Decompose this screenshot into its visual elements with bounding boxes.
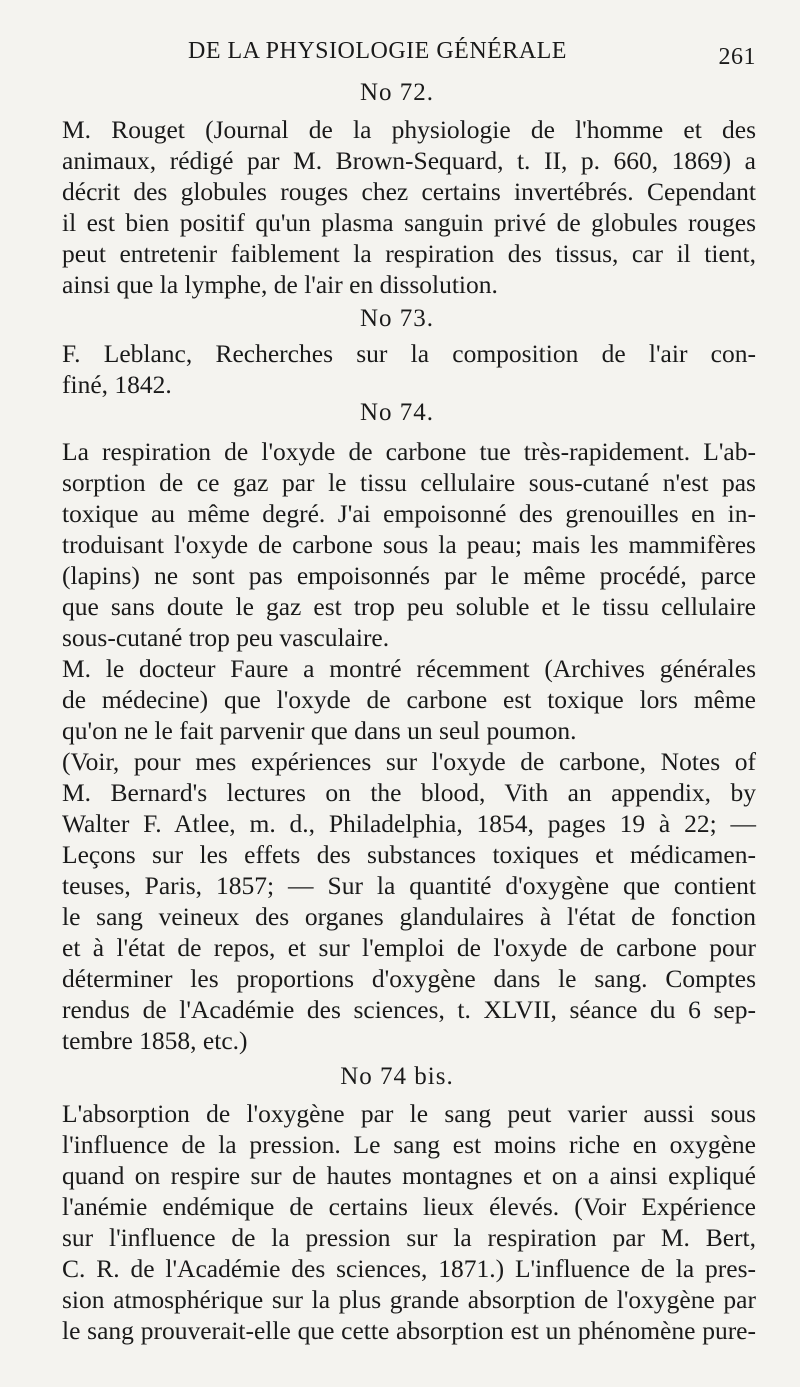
text-line: l'anémie endémique de certains lieux élevés. (Voir Expérience bbox=[62, 1192, 756, 1221]
text-line: il est bien positif qu'un plasma sanguin privé de globules rouges bbox=[62, 208, 756, 237]
text-line: finé, 1842. bbox=[62, 370, 172, 399]
text-line: Walter F. Atlee, m. d., Philadelphia, 1854, pages 19 à 22; — bbox=[62, 809, 756, 838]
text-line: animaux, rédigé par M. Brown-Sequard, t. II, p. 660, 1869) a bbox=[62, 146, 756, 175]
paragraph-74-3 bbox=[38, 746, 756, 1056]
page-header bbox=[38, 32, 756, 76]
text-line: La respiration de l'oxyde de carbone tue très-rapidement. L'ab- bbox=[62, 437, 756, 466]
text-line: toxique au même degré. J'ai empoisonné des grenouilles en in- bbox=[62, 499, 756, 528]
text-line: teuses, Paris, 1857; — Sur la quantité d'oxygène que contient bbox=[62, 871, 756, 900]
section-heading-73: No 73. bbox=[359, 305, 435, 332]
text-line: sur l'influence de la pression sur la respiration par M. Bert, bbox=[62, 1223, 756, 1252]
text-line: qu'on ne le fait parvenir que dans un seul poumon. bbox=[62, 716, 577, 745]
text-line: M. le docteur Faure a montré récemment (Archives générales bbox=[62, 654, 756, 683]
paragraph-73-1 bbox=[38, 338, 756, 400]
text-line: F. Leblanc, Recherches sur la composition de l'air con- bbox=[62, 339, 756, 368]
paragraph-72-1 bbox=[38, 114, 756, 300]
paragraph-74-2 bbox=[38, 653, 756, 746]
text-line: ainsi que la lymphe, de l'air en dissolution. bbox=[62, 270, 498, 299]
text-line: tembre 1858, etc.) bbox=[62, 1026, 248, 1055]
text-line: sous-cutané trop peu vasculaire. bbox=[62, 623, 390, 652]
paragraph-74-1 bbox=[38, 436, 756, 653]
section-heading-74: No 74. bbox=[359, 399, 435, 426]
text-line: décrit des globules rouges chez certains invertébrés. Cependant bbox=[62, 177, 756, 206]
text-line: quand on respire sur de hautes montagnes et on a ainsi expliqué bbox=[62, 1161, 756, 1190]
text-line: (lapins) ne sont pas empoisonnés par le même procédé, parce bbox=[62, 561, 756, 590]
text-line: C. R. de l'Académie des sciences, 1871.) L'influence de la pres- bbox=[62, 1254, 756, 1283]
text-line: le sang veineux des organes glandulaires à l'état de fonction bbox=[62, 902, 756, 931]
text-line: le sang prouverait-elle que cette absorption est un phénomène pure- bbox=[62, 1316, 756, 1345]
text-line: peut entretenir faiblement la respiration des tissus, car il tient, bbox=[62, 239, 756, 268]
text-line: (Voir, pour mes expériences sur l'oxyde de carbone, Notes of bbox=[62, 747, 756, 776]
text-line: Leçons sur les effets des substances toxiques et médicamen- bbox=[62, 840, 756, 869]
text-line: l'influence de la pression. Le sang est moins riche en oxygène bbox=[62, 1130, 756, 1159]
text-line: sorption de ce gaz par le tissu cellulaire sous-cutané n'est pas bbox=[62, 468, 756, 497]
section-heading-72: No 72. bbox=[359, 79, 435, 106]
text-line: L'absorption de l'oxygène par le sang peut varier aussi sous bbox=[62, 1099, 756, 1128]
text-line: M. Rouget (Journal de la physiologie de l'homme et des bbox=[62, 115, 756, 144]
text-line: sion atmosphérique sur la plus grande absorption de l'oxygène par bbox=[62, 1285, 756, 1314]
text-line: rendus de l'Académie des sciences, t. XLVII, séance du 6 sep- bbox=[62, 995, 756, 1024]
text-line: troduisant l'oxyde de carbone sous la peau; mais les mammifères bbox=[62, 530, 756, 559]
text-line: que sans doute le gaz est trop peu soluble et le tissu cellulaire bbox=[62, 592, 756, 621]
running-head: DE LA PHYSIOLOGIE GÉNÉRALE bbox=[188, 38, 567, 64]
text-line: de médecine) que l'oxyde de carbone est toxique lors même bbox=[62, 685, 756, 714]
text-line: déterminer les proportions d'oxygène dans le sang. Comptes bbox=[62, 964, 756, 993]
section-heading-74-bis: No 74 bis. bbox=[340, 1063, 454, 1090]
text-line: M. Bernard's lectures on the blood, Vith an appendix, by bbox=[62, 778, 756, 807]
paragraph-74-bis-1 bbox=[38, 1098, 756, 1346]
page-number: 261 bbox=[718, 44, 756, 70]
text-line: et à l'état de repos, et sur l'emploi de l'oxyde de carbone pour bbox=[62, 933, 756, 962]
